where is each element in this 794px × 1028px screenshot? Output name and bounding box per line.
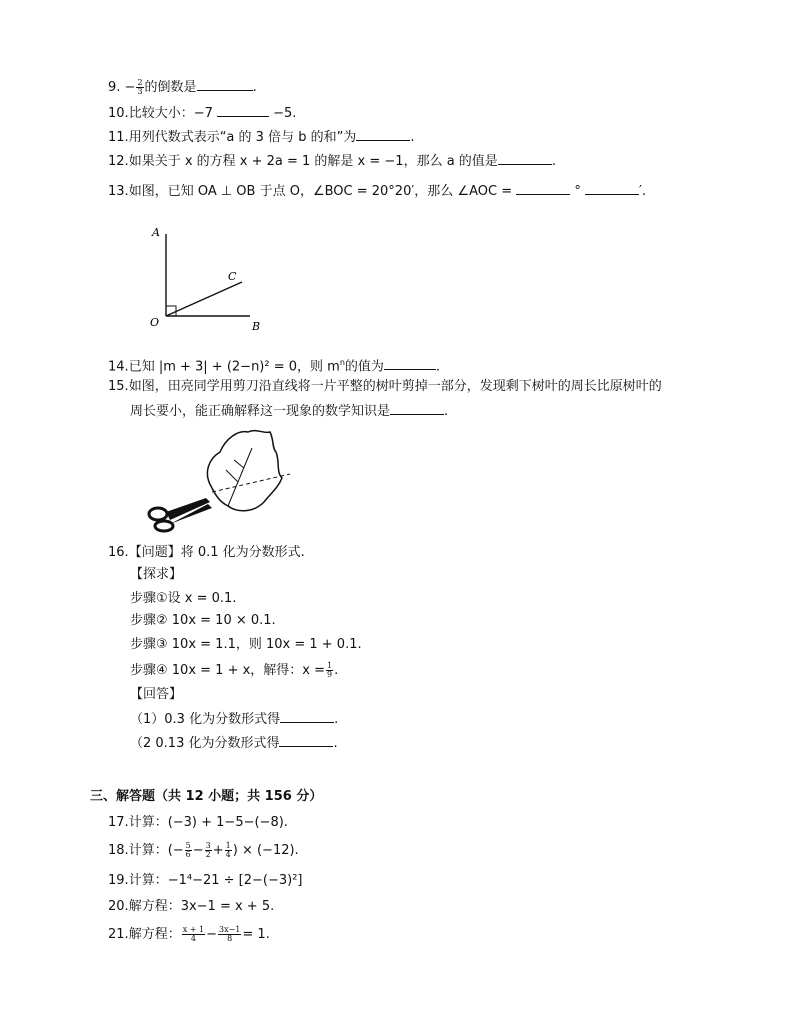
- leaf-scissors-figure: [140, 422, 300, 534]
- question-15-line1: 15.如图，田亮同学用剪刀沿直线将一片平整的树叶剪掉一部分，发现剩下树叶的周长比原树叶的: [108, 379, 662, 394]
- answer-blank: [516, 182, 570, 195]
- question-15-line2: 周长要小，能正确解释这一现象的数学知识是 .: [130, 404, 449, 419]
- fraction: $\frac{3}{2}$: [205, 841, 211, 859]
- question-12: 12.如果关于 x 的方程 x + 2a = 1 的解是 x = −1，那么 a 的值是 .: [108, 154, 556, 169]
- question-11: 11.用列代数式表示“a 的 3 倍与 b 的和”为 .: [108, 130, 415, 145]
- question-13: 13.如图，已知 OA ⊥ OB 于点 O，∠BOC = 20°20′，那么 ∠AOC = ° ′.: [108, 184, 647, 199]
- question-18: 18.计算：(− $\frac{5}{6}$ − $\frac{3}{2}$ + $\frac{1}{4}$ ) × (−12).: [108, 841, 299, 859]
- answer-blank: [585, 182, 639, 195]
- answer-blank: [197, 78, 253, 91]
- answer-blank: [498, 152, 552, 165]
- answer-blank: [384, 357, 436, 370]
- label-a: A: [152, 226, 160, 239]
- fraction: $\frac{1}{4}$: [225, 841, 231, 859]
- question-14: 14.已知 |m + 3| + (2−n)² = 0，则 $m^n$的值为 .: [108, 358, 441, 375]
- answer-blank: [390, 402, 444, 415]
- answer-heading: 【回答】: [130, 687, 183, 702]
- step-3: 步骤③ 10x = 1.1，则 10x = 1 + 0.1.: [130, 637, 362, 652]
- answer-2: （2 0.13 化为分数形式得 .: [130, 736, 338, 751]
- step-2: 步骤② 10x = 10 × 0.1.: [130, 613, 276, 628]
- angle-figure: [146, 222, 276, 338]
- fraction: $\frac{3x-1}{8}$: [219, 925, 241, 943]
- fraction: $\frac{5}{6}$: [185, 841, 191, 859]
- label-o: O: [150, 316, 160, 329]
- question-16: 16.【问题】将 0.1 化为分数形式.: [108, 545, 305, 560]
- answer-blank: [356, 128, 410, 141]
- answer-blank: [279, 734, 333, 747]
- explore-heading: 【探求】: [130, 567, 183, 582]
- step-4: 步骤④ 10x = 1 + x，解得：x = $\frac{1}{9}$ .: [130, 661, 339, 679]
- fraction: $\frac{1}{9}$: [327, 661, 333, 679]
- step-1: 步骤①设 x = 0.1.: [130, 591, 237, 606]
- answer-blank: [280, 710, 334, 723]
- ray-oc: [166, 282, 242, 316]
- cut-line: [212, 474, 290, 492]
- fraction: $\frac{x + 1}{4}$: [182, 925, 205, 943]
- label-b: B: [252, 320, 261, 333]
- leaf-shape: [207, 431, 282, 511]
- scissors-icon: [149, 498, 212, 531]
- fraction: $\frac{2}{3}$: [137, 78, 143, 96]
- question-10: 10.比较大小：−7 −5.: [108, 106, 297, 121]
- question-20: 20.解方程：3x−1 = x + 5.: [108, 899, 275, 914]
- label-c: C: [228, 270, 237, 283]
- question-21: 21.解方程： $\frac{x + 1}{4}$ − $\frac{3x-1}{8}$ = 1.: [108, 925, 270, 943]
- answer-1: （1）0.3 化为分数形式得 .: [130, 712, 339, 727]
- answer-blank: [217, 104, 269, 117]
- section-heading: 三、解答题（共 12 小题；共 156 分）: [90, 789, 323, 804]
- question-17: 17.计算：(−3) + 1−5−(−8).: [108, 815, 288, 830]
- question-9: 9. − $\frac{2}{3}$ 的倒数是 .: [108, 78, 257, 96]
- question-19: 19.计算：−1⁴−21 ÷ [2−(−3)²]: [108, 873, 303, 888]
